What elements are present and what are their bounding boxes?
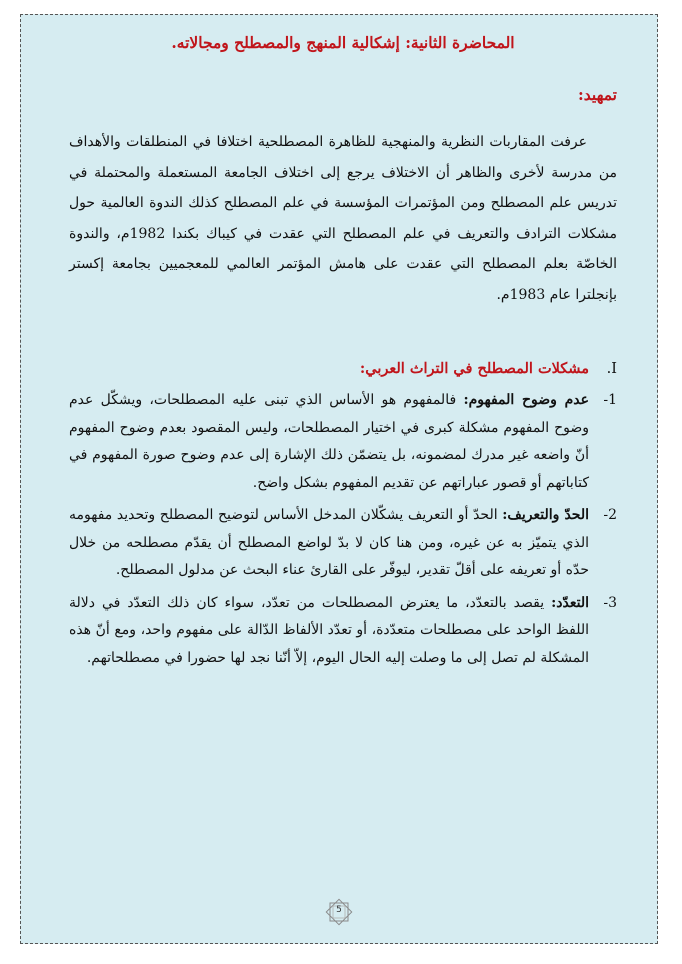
page-number: 5: [336, 905, 342, 915]
item-text: يقصد بالتعدّد، ما يعترض المصطلحات من تعدّد، سواء كان ذلك التعدّد في دلالة اللفظ الواحد على مصطلحات متعدّدة، أو تعدّد الألفاظ الدّالة على مفهوم واحد، ومع أنّ هذه المشكلة لم تصل إلى ما وصلت إليه الحال اليوم، إلاّ أنّنا نجد لها حضورا في مصطلحاتهم.: [69, 594, 589, 666]
intro-heading: تمهيد:: [578, 85, 617, 104]
list-item: [69, 502, 617, 585]
octagram-ornament-icon: [324, 897, 354, 927]
problems-list: [69, 387, 617, 677]
list-item: [69, 590, 617, 673]
item-body: [69, 502, 589, 585]
intro-paragraph-text: عرفت المقاربات النظرية والمنهجية للظاهرة المصطلحية اختلافا في المنطلقات والأهداف من مدرسة لأخرى والظاهر أن الاختلاف يرجع إلى اختلاف الجامعة المستعملة والمحتملة في تدريس علم المصطلح ومن المؤتمرات المؤسسة في علم المصطلح كذلك الندوة العالمية حول مشكلات الترادف والتعريف في علم المصطلح التي عقدت في كيباك بكندا 1982م، والندوة الخاصّة بعلم المصطلح التي عقدت على هامش المؤتمر العالمي للمعجميين بجامعة إكستر بإنجلترا عام 1983م.: [69, 134, 617, 303]
intro-paragraph: [69, 127, 617, 311]
page-content: [69, 15, 617, 943]
page-title: المحاضرة الثانية: إشكالية المنهج والمصطلح ومجالاته.: [171, 33, 515, 52]
list-item: [69, 387, 617, 497]
item-term: الحدّ والتعريف:: [502, 507, 589, 523]
item-number: 2-: [603, 507, 617, 523]
item-body: [69, 590, 589, 673]
item-body: [69, 387, 589, 497]
page-frame: [20, 14, 658, 944]
item-text: الحدّ أو التعريف يشكّلان المدخل الأساس لتوضيح المصطلح وتحديد مفهومه الذي يتميّز به عن غيره، ومن هنا كان لا بدّ لواضع المصطلح أن يقدّم مصطلحه من خلال حدّه أو تعريفه على أقلّ تقدير، ليوفّر على القارئ عناء البحث عن مدلول المصطلح.: [69, 507, 589, 578]
section-heading: [69, 357, 617, 381]
item-term: عدم وضوح المفهوم:: [463, 392, 590, 408]
item-text: فالمفهوم هو الأساس الذي تبنى عليه المصطلحات، ويشكّل عدم وضوح المفهوم مشكلة كبرى في اختيار المصطلحات، وليس المقصود بعدم وضوح المفهوم أنّ واضعه غير مدرك لمضمونه، بل يتضمّن ذلك الإشارة إلى عدم وضوح صورة المفهوم في كتاباتهم أو قصور عباراتهم عن تقديم المفهوم بشكل واضح.: [69, 392, 589, 491]
section-numeral: I.: [606, 361, 617, 377]
section-heading-text: مشكلات المصطلح في التراث العربي:: [359, 360, 589, 377]
item-number: 3-: [603, 594, 617, 611]
item-term: التعدّد:: [551, 594, 589, 611]
item-number: 1-: [603, 392, 617, 408]
